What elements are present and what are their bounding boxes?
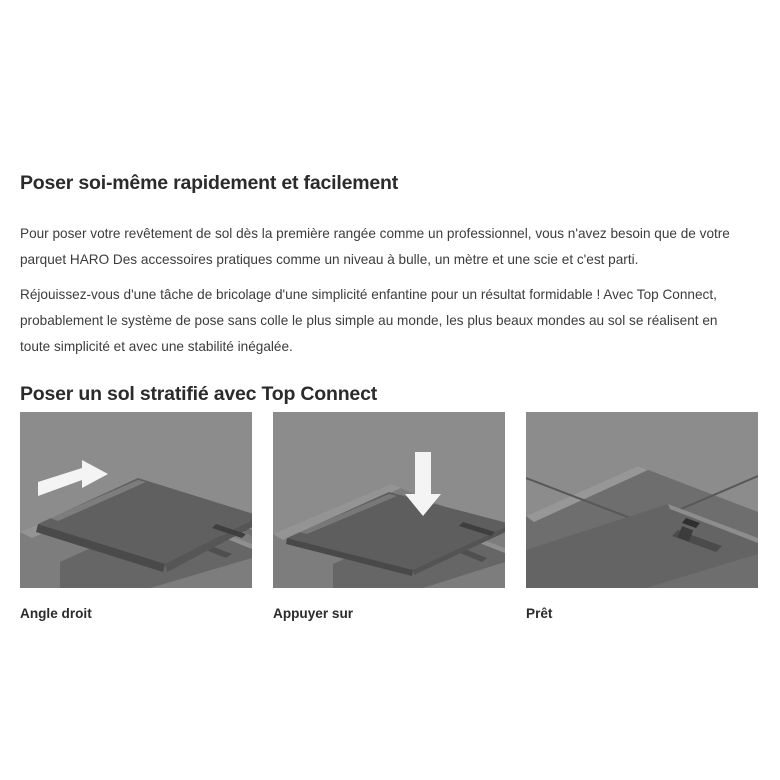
figure-step-2 bbox=[273, 412, 505, 621]
laminate-plank-angled-insertion-diagram bbox=[20, 412, 252, 588]
figure-caption-3: Prêt bbox=[526, 606, 553, 621]
page-title: Poser soi-même rapidement et facilement bbox=[20, 172, 399, 195]
section-title: Poser un sol stratifié avec Top Connect bbox=[20, 382, 378, 405]
figure-caption-2: Appuyer sur bbox=[273, 606, 354, 621]
laminate-plank-locked-joint-diagram bbox=[526, 412, 758, 588]
laminate-plank-press-down-diagram bbox=[273, 412, 505, 588]
intro-paragraph-1: Pour poser votre revêtement de sol dès la première rangée comme un professionnel, vous n'avez besoin que de votre parquet HARO Des accessoires pratiques comme un niveau à bulle, un mètre et une scie et c'est parti. bbox=[20, 225, 730, 267]
intro-paragraph-2: Réjouissez-vous d'une tâche de bricolage d'une simplicité enfantine pour un résultat formidable ! Avec Top Connect, probablement le système de pose sans colle le plus simple au monde, les plus beaux mondes au sol se réalisent en toute simplicité et avec une stabilité inégalée. bbox=[20, 286, 718, 354]
figure-step-3 bbox=[526, 412, 758, 621]
figure-step-1 bbox=[20, 412, 252, 621]
figure-gallery bbox=[20, 412, 760, 621]
figure-caption-1: Angle droit bbox=[20, 606, 92, 621]
